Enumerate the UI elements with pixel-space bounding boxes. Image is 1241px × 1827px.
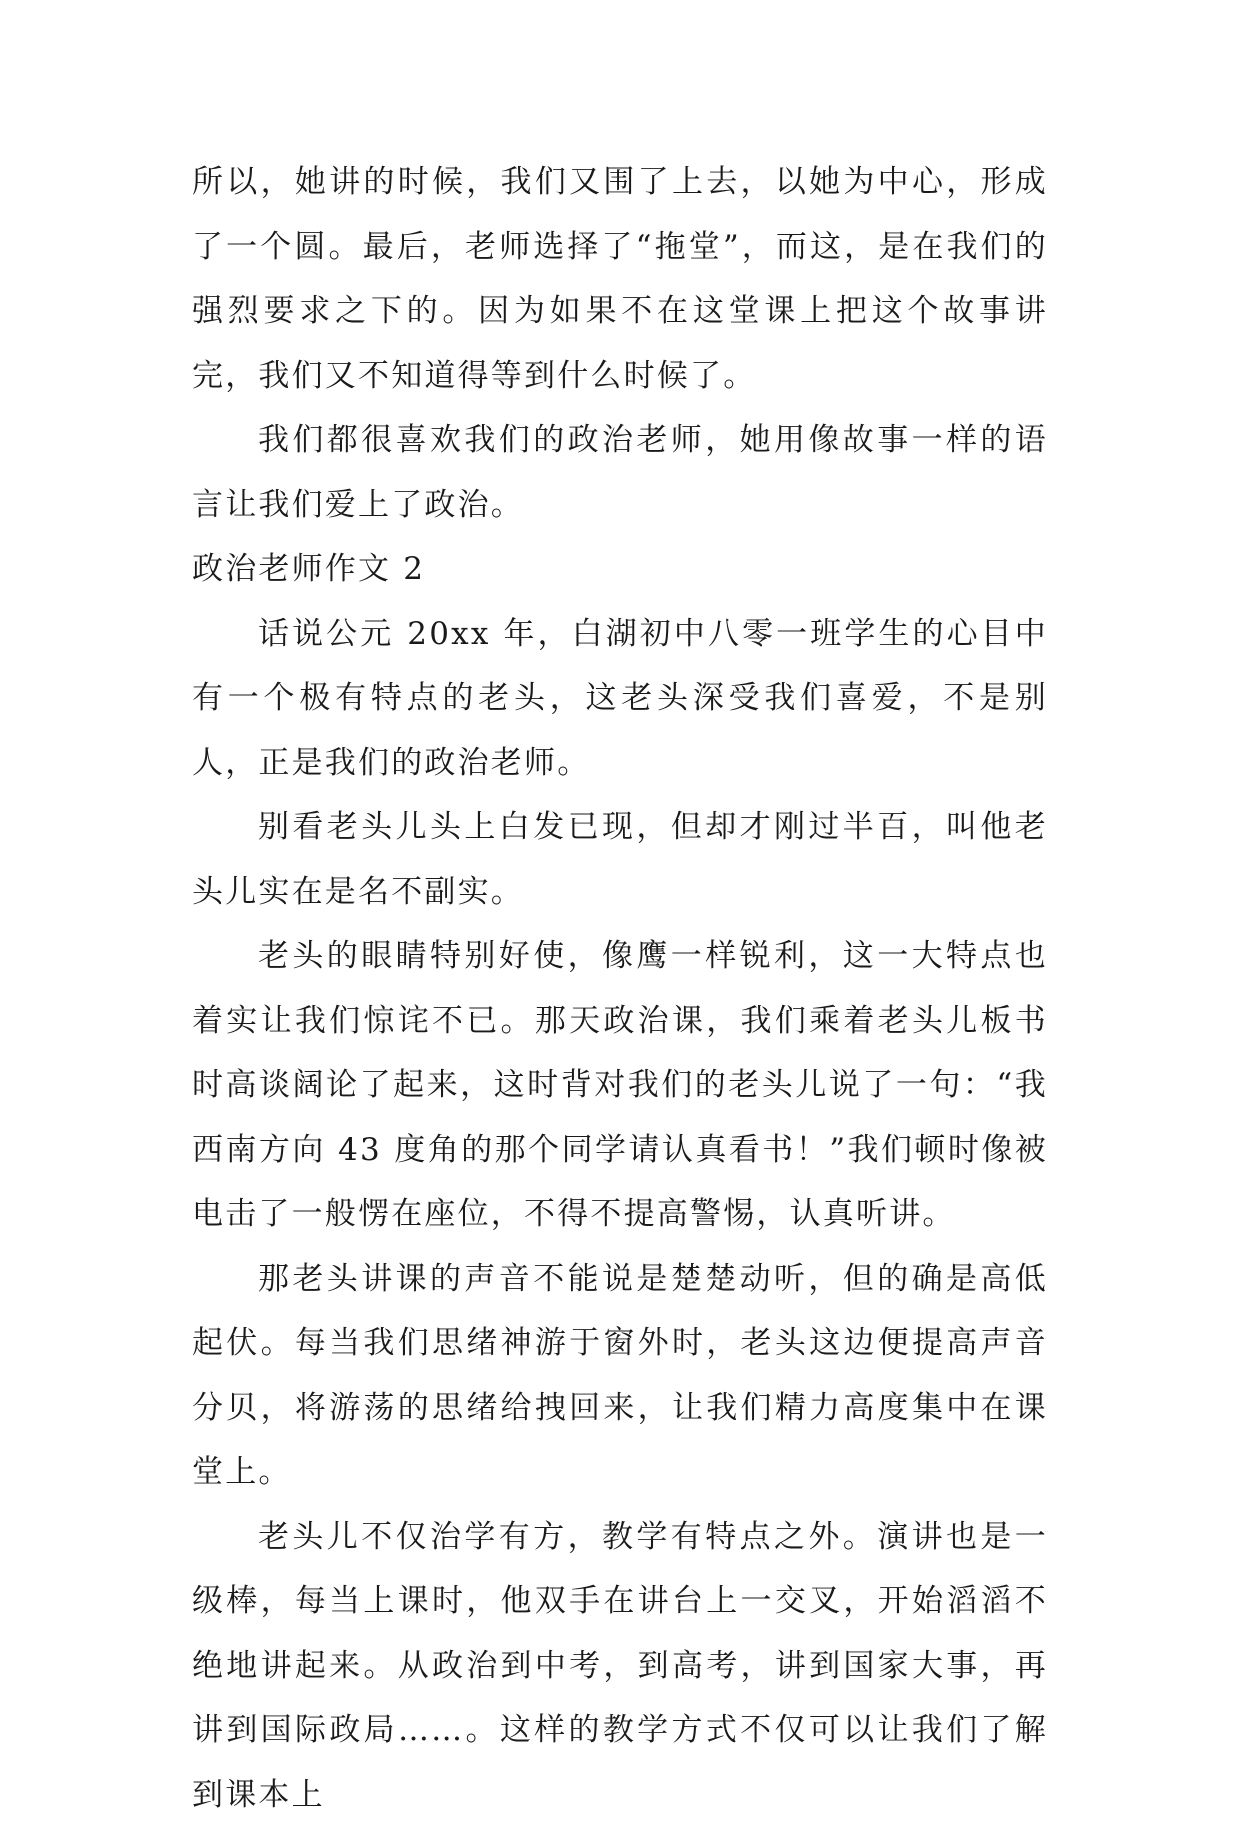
paragraph: 那老头讲课的声音不能说是楚楚动听，但的确是高低起伏。每当我们思绪神游于窗外时，老头这边便提高声音分贝，将游荡的思绪给拽回来，让我们精力高度集中在课堂上。	[192, 1247, 1048, 1505]
paragraph-continuation: 所以，她讲的时候，我们又围了上去，以她为中心，形成了一个圆。最后，老师选择了“拖堂”，而这，是在我们的强烈要求之下的。因为如果不在这堂课上把这个故事讲完，我们又不知道得等到什么时候了。	[192, 150, 1048, 408]
paragraph: 老头的眼睛特别好使，像鹰一样锐利，这一大特点也着实让我们惊诧不已。那天政治课，我们乘着老头儿板书时高谈阔论了起来，这时背对我们的老头儿说了一句：“我西南方向 43 度角的那个同学请认真看书！”我们顿时像被电击了一般愣在座位，不得不提高警惕，认真听讲。	[192, 924, 1048, 1247]
document-body	[192, 150, 1048, 1827]
paragraph: 我们都很喜欢我们的政治老师，她用像故事一样的语言让我们爱上了政治。	[192, 408, 1048, 537]
paragraph: 话说公元 20xx 年，白湖初中八零一班学生的心目中有一个极有特点的老头，这老头深受我们喜爱，不是别人，正是我们的政治老师。	[192, 602, 1048, 796]
essay-heading: 政治老师作文 2	[192, 537, 1048, 602]
paragraph: 老头儿不仅治学有方，教学有特点之外。演讲也是一级棒，每当上课时，他双手在讲台上一交叉，开始滔滔不绝地讲起来。从政治到中考，到高考，讲到国家大事，再讲到国际政局……。这样的教学方式不仅可以让我们了解到课本上	[192, 1505, 1048, 1827]
paragraph: 别看老头儿头上白发已现，但却才刚过半百，叫他老头儿实在是名不副实。	[192, 795, 1048, 924]
